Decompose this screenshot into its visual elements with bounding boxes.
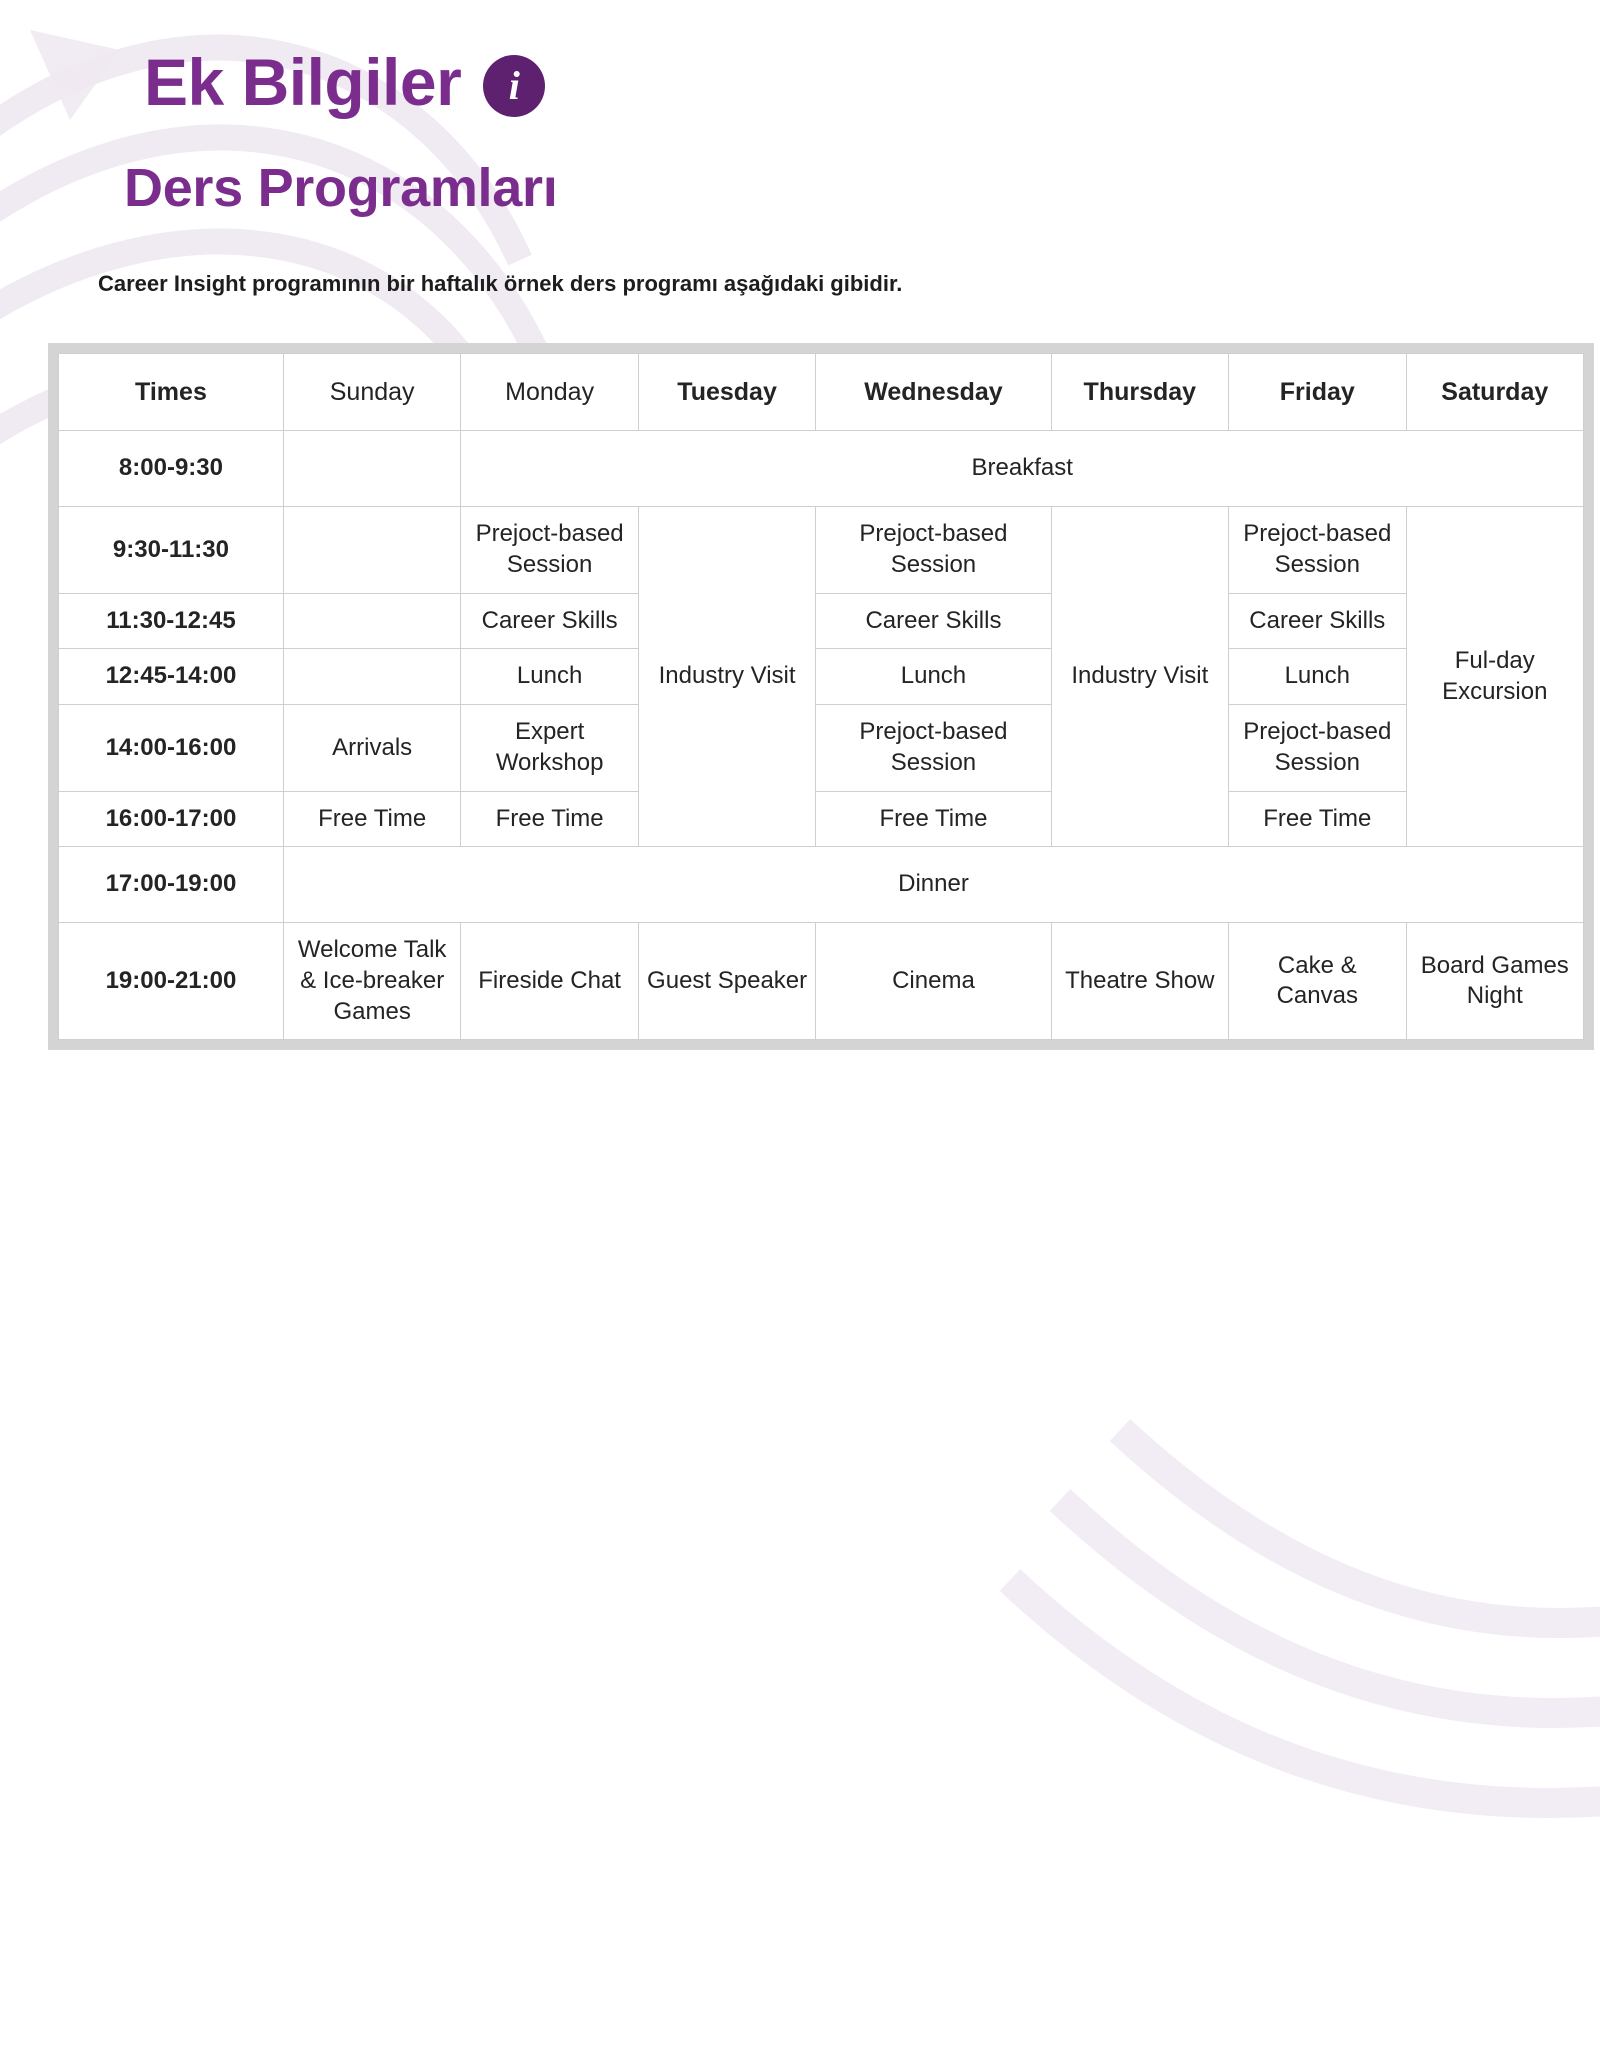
cell-sunday-free-time: Free Time	[283, 791, 460, 847]
table-row	[59, 593, 1584, 649]
cell-monday-free-time: Free Time	[461, 791, 638, 847]
cell-tuesday-industry-visit: Industry Visit	[638, 507, 815, 847]
cell-friday-session: Prejoct-based Session	[1229, 507, 1406, 593]
info-icon	[483, 55, 545, 117]
column-header-times: Times	[59, 354, 284, 431]
cell-wednesday-lunch: Lunch	[816, 649, 1051, 705]
cell-wednesday-free-time: Free Time	[816, 791, 1051, 847]
column-header-friday: Friday	[1229, 354, 1406, 431]
cell-monday-workshop: Expert Workshop	[461, 705, 638, 791]
time-label: 14:00-16:00	[59, 705, 284, 791]
cell-friday-session: Prejoct-based Session	[1229, 705, 1406, 791]
time-label: 12:45-14:00	[59, 649, 284, 705]
cell-thursday-theatre: Theatre Show	[1051, 923, 1228, 1040]
page-heading	[24, 0, 1576, 117]
page-title: Ek Bilgiler	[144, 45, 462, 119]
column-header-thursday: Thursday	[1051, 354, 1228, 431]
time-label: 9:30-11:30	[59, 507, 284, 593]
time-label: 17:00-19:00	[59, 847, 284, 923]
section-title: Ders Programları	[124, 158, 558, 219]
cell-monday-career-skills: Career Skills	[461, 593, 638, 649]
time-label: 19:00-21:00	[59, 923, 284, 1040]
table-row	[59, 923, 1584, 1040]
cell-empty	[283, 431, 460, 507]
table-row	[59, 847, 1584, 923]
column-header-tuesday: Tuesday	[638, 354, 815, 431]
cell-friday-career-skills: Career Skills	[1229, 593, 1406, 649]
table-row	[59, 507, 1584, 593]
table-row	[59, 649, 1584, 705]
schedule-table-wrapper	[48, 343, 1594, 1050]
info-icon-glyph: i	[508, 63, 520, 109]
table-header-row	[59, 354, 1584, 431]
table-row	[59, 705, 1584, 791]
cell-wednesday-cinema: Cinema	[816, 923, 1051, 1040]
cell-thursday-industry-visit: Industry Visit	[1051, 507, 1228, 847]
cell-wednesday-session: Prejoct-based Session	[816, 705, 1051, 791]
column-header-monday: Monday	[461, 354, 638, 431]
cell-monday-session: Prejoct-based Session	[461, 507, 638, 593]
cell-saturday-excursion: Ful-day Excursion	[1406, 507, 1583, 847]
time-label: 8:00-9:30	[59, 431, 284, 507]
cell-empty	[283, 593, 460, 649]
cell-tuesday-guest-speaker: Guest Speaker	[638, 923, 815, 1040]
column-header-saturday: Saturday	[1406, 354, 1583, 431]
cell-empty	[283, 649, 460, 705]
cell-sunday-arrivals: Arrivals	[283, 705, 460, 791]
time-label: 16:00-17:00	[59, 791, 284, 847]
cell-wednesday-session: Prejoct-based Session	[816, 507, 1051, 593]
cell-monday-lunch: Lunch	[461, 649, 638, 705]
column-header-wednesday: Wednesday	[816, 354, 1051, 431]
cell-friday-lunch: Lunch	[1229, 649, 1406, 705]
cell-monday-fireside-chat: Fireside Chat	[461, 923, 638, 1040]
table-row	[59, 791, 1584, 847]
cell-saturday-board-games: Board Games Night	[1406, 923, 1583, 1040]
time-label: 11:30-12:45	[59, 593, 284, 649]
cell-friday-cake-canvas: Cake & Canvas	[1229, 923, 1406, 1040]
cell-friday-free-time: Free Time	[1229, 791, 1406, 847]
cell-wednesday-career-skills: Career Skills	[816, 593, 1051, 649]
cell-breakfast: Breakfast	[461, 431, 1584, 507]
cell-dinner: Dinner	[283, 847, 1583, 923]
cell-sunday-welcome-talk: Welcome Talk & Ice-breaker Games	[283, 923, 460, 1040]
cell-empty	[283, 507, 460, 593]
table-row	[59, 431, 1584, 507]
column-header-sunday: Sunday	[283, 354, 460, 431]
intro-paragraph: Career Insight programının bir haftalık örnek ders programı aşağıdaki gibidir.	[98, 271, 903, 297]
schedule-table	[58, 353, 1584, 1040]
